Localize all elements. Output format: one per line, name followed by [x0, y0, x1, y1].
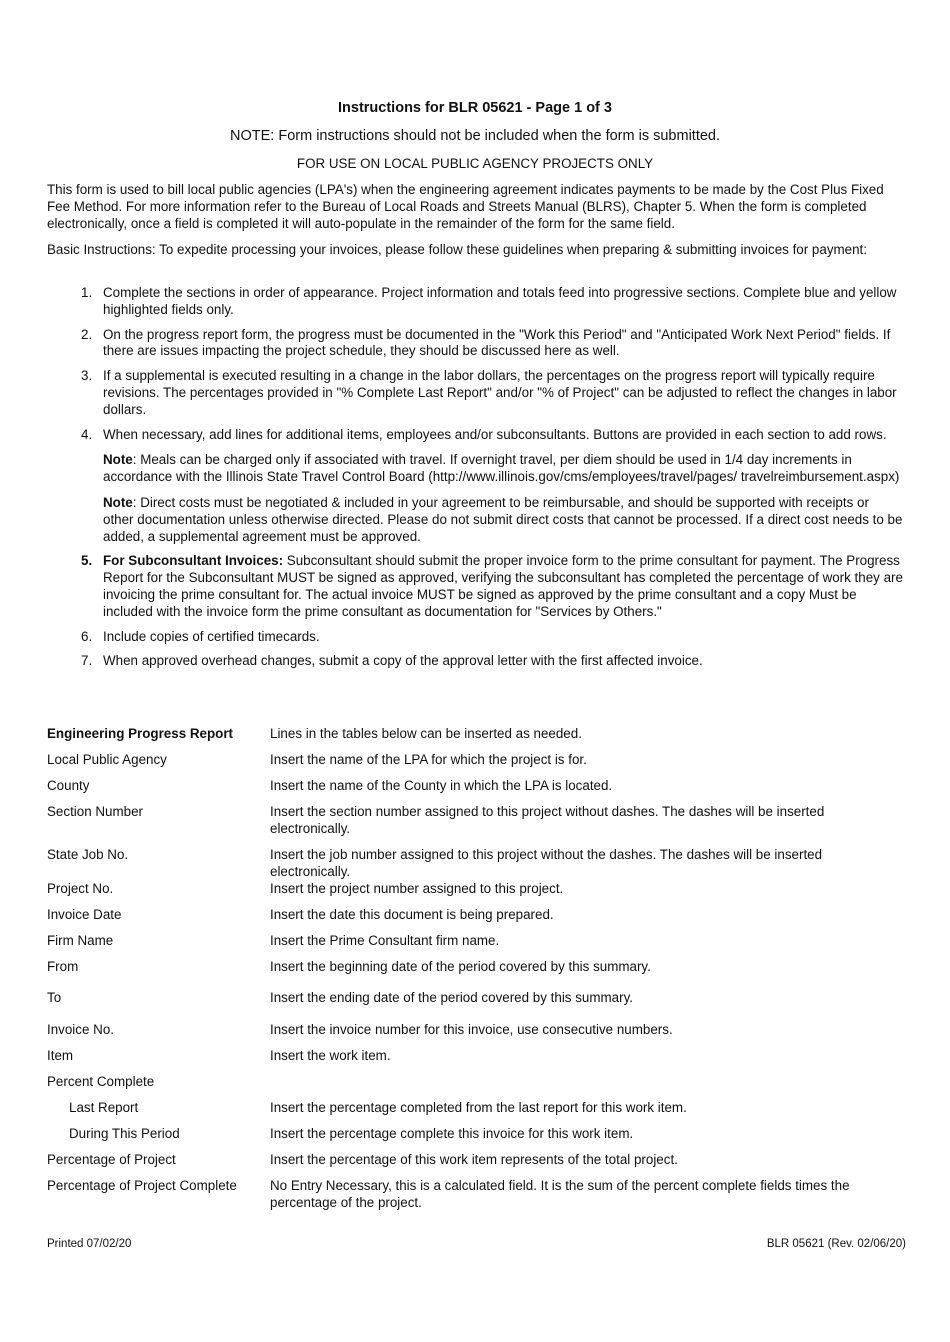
list-item	[47, 553, 903, 620]
field-description: Insert the percentage completed from the last report for this work item.	[270, 1100, 687, 1115]
field-label: Invoice Date	[47, 907, 122, 922]
field-label: County	[47, 778, 90, 793]
field-label: Percentage of Project	[47, 1152, 176, 1167]
list-item	[47, 427, 903, 546]
field-label: To	[47, 990, 62, 1005]
list-text: If a supplemental is executed resulting in a change in the labor dollars, the percentages on the progress report will typically require revisions. The percentages provided in "% Complete Last Report" and/or "% of Project" can be adjusted to reflect the changes in labor dollars.	[103, 368, 897, 417]
field-label: Project No.	[47, 881, 114, 896]
field-description: Insert the work item.	[270, 1048, 391, 1063]
field-label: Percent Complete	[47, 1074, 155, 1089]
basic-instructions: Basic Instructions: To expedite processing your invoices, please follow these guidelines when preparing & submitting invoices for payment:	[47, 242, 867, 257]
field-description: Insert the name of the County in which the LPA is located.	[270, 778, 613, 793]
list-text: When approved overhead changes, submit a copy of the approval letter with the first affected invoice.	[103, 653, 703, 669]
field-description: Lines in the tables below can be inserted as needed.	[270, 726, 582, 741]
list-number: 2.	[81, 326, 93, 342]
field-description: Insert the invoice number for this invoice, use consecutive numbers.	[270, 1022, 673, 1037]
list-bold-lead: For Subconsultant Invoices:	[103, 553, 284, 569]
use-restriction: FOR USE ON LOCAL PUBLIC AGENCY PROJECTS ONLY	[296, 156, 654, 171]
field-label: Engineering Progress Report	[47, 726, 234, 741]
list-number: 7.	[81, 653, 93, 669]
field-description: Insert the section number assigned to this project without dashes. The dashes will be inserted electronically.	[270, 804, 825, 836]
instruction-list	[47, 285, 903, 678]
list-item	[47, 629, 903, 646]
field-description: Insert the percentage complete this invoice for this work item.	[270, 1126, 634, 1141]
list-text: On the progress report form, the progress must be documented in the "Work this Period" and "Anticipated Work Next Period" fields. If there are issues impacting the project schedule, they should be discussed here as well.	[103, 326, 891, 359]
field-label: Invoice No.	[47, 1022, 114, 1037]
field-description: Insert the ending date of the period covered by this summary.	[270, 990, 633, 1005]
field-description: Insert the percentage of this work item represents of the total project.	[270, 1152, 678, 1167]
field-description: Insert the name of the LPA for which the project is for.	[270, 752, 587, 767]
list-item	[47, 653, 903, 670]
list-number: 5.	[81, 553, 93, 569]
list-text: Include copies of certified timecards.	[103, 628, 320, 644]
list-text: Subconsultant should submit the proper invoice form to the prime consultant for payment. The Progress Report for the Subconsultant MUST be signed as approved, verifying the subconsultant has completed the percentage of work they are invoicing the prime consultant for. The actual invoice MUST be signed as approved by the prime consultant and a copy Must be included with the invoice form the prime consultant as documentation for "Services by Others."	[103, 553, 903, 619]
note-label: Note	[103, 494, 133, 510]
field-label: Firm Name	[47, 933, 114, 948]
field-label: Local Public Agency	[47, 752, 167, 767]
meals-note	[103, 452, 903, 486]
list-number: 3.	[81, 368, 93, 384]
list-item	[47, 327, 903, 361]
field-label: State Job No.	[47, 847, 129, 862]
field-description: No Entry Necessary, this is a calculated field. It is the sum of the percent complete fields times the percentage of the project.	[270, 1178, 850, 1210]
field-label: Item	[47, 1048, 74, 1063]
field-label: Last Report	[69, 1100, 139, 1115]
intro-paragraph: This form is used to bill local public agencies (LPA's) when the engineering agreement indicates payments to be made by the Cost Plus Fixed Fee Method. For more information refer to the Bureau of Local Roads and Streets Manual (BLRS), Chapter 5. When the form is completed electronically, once a field is completed it will auto-populate in the remainder of the form for the same field.	[47, 182, 884, 231]
note-text: : Direct costs must be negotiated & included in your agreement to be reimbursable, and should be supported with receipts or other documentation unless otherwise directed. Please do not submit direct costs that cannot be processed. If a direct cost needs to be added, a supplemental agreement must be approved.	[103, 494, 903, 544]
field-description: Insert the project number assigned to this project.	[270, 881, 564, 896]
printed-date: Printed 07/02/20	[47, 1238, 132, 1250]
list-number: 4.	[81, 426, 93, 442]
submission-note: NOTE: Form instructions should not be included when the form is submitted.	[230, 128, 720, 144]
list-number: 1.	[81, 285, 93, 300]
list-item	[47, 285, 903, 319]
note-text: : Meals can be charged only if associated with travel. If overnight travel, per diem should be used in 1/4 day increments in accordance with the Illinois State Travel Control Board (http://www.illinois.gov/cms/employees/travel/pages/ travelreimbursement.aspx)	[103, 452, 900, 485]
field-label: Section Number	[47, 804, 144, 819]
list-item	[47, 368, 903, 418]
form-revision: BLR 05621 (Rev. 02/06/20)	[766, 1238, 906, 1250]
field-description: Insert the beginning date of the period covered by this summary.	[270, 959, 651, 974]
list-text: When necessary, add lines for additional items, employees and/or subconsultants. Buttons are provided in each section to add rows.	[103, 426, 887, 442]
field-description: Insert the date this document is being prepared.	[270, 907, 554, 922]
field-description: Insert the job number assigned to this project without the dashes. The dashes will be inserted electronically.	[270, 847, 823, 879]
field-label: From	[47, 959, 79, 974]
page-title: Instructions for BLR 05621 - Page 1 of 3	[338, 100, 612, 116]
field-label: During This Period	[69, 1126, 180, 1141]
list-number: 6.	[81, 628, 93, 644]
field-label: Percentage of Project Complete	[47, 1178, 237, 1193]
direct-costs-note	[103, 495, 903, 545]
field-description: Insert the Prime Consultant firm name.	[270, 933, 500, 948]
note-label: Note	[103, 452, 133, 468]
list-text: Complete the sections in order of appearance. Project information and totals feed into progressive sections. Complete blue and yellow highlighted fields only.	[103, 285, 897, 317]
